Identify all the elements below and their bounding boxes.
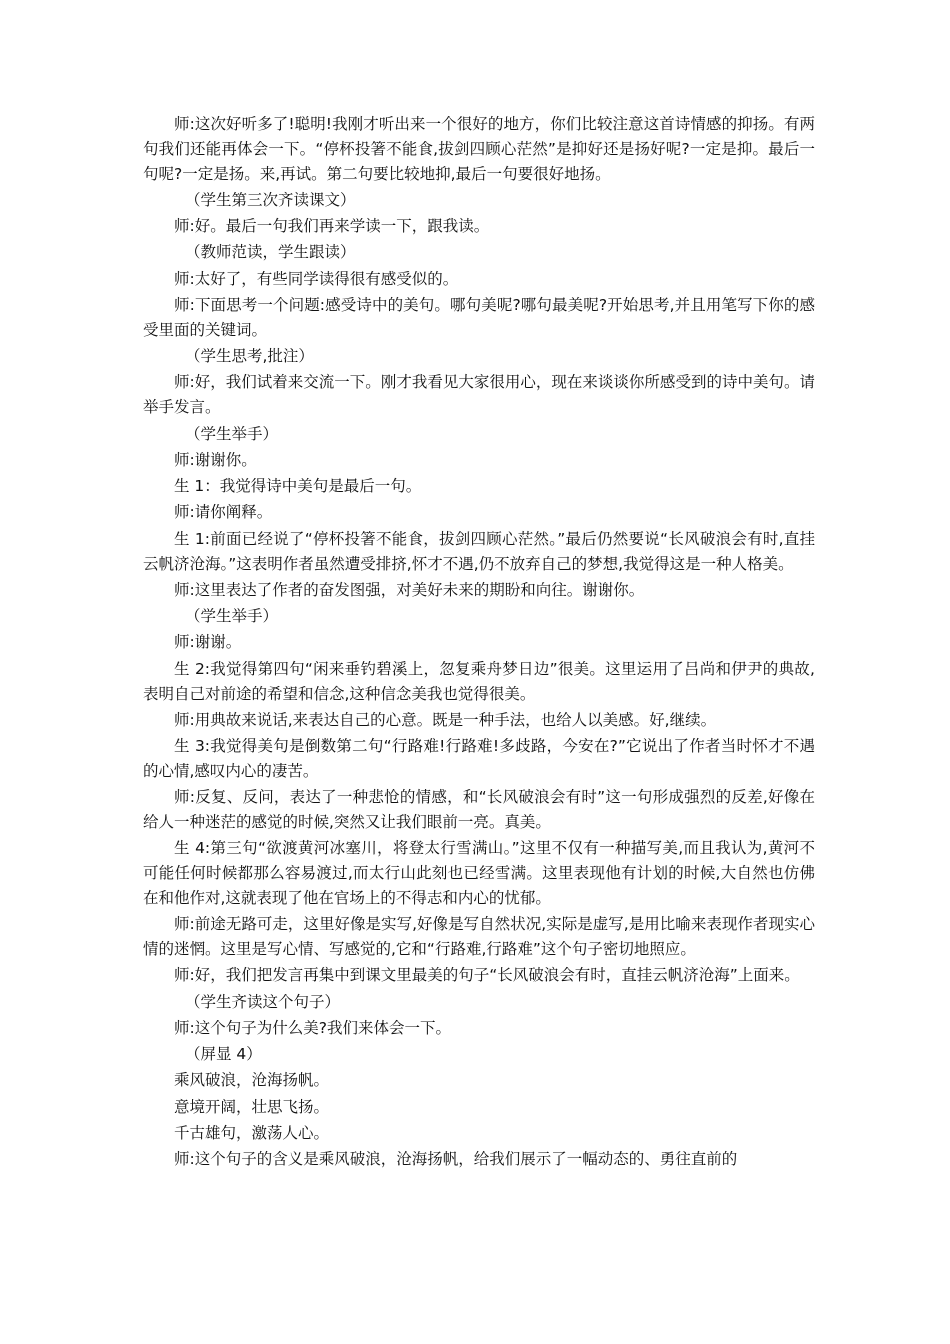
dialogue-paragraph: 师:好，我们试着来交流一下。刚才我看见大家很用心，现在来谈谈你所感受到的诗中美句。请举手发言。: [143, 373, 815, 417]
dialogue-paragraph: 师:好。最后一句我们再来学读一下，跟我读。: [174, 217, 490, 236]
stage-direction: （学生思考,批注）: [185, 347, 314, 366]
dialogue-paragraph: 意境开阔，壮思飞扬。: [174, 1097, 330, 1116]
stage-direction: （学生齐读这个句子）: [185, 992, 341, 1011]
document-body: [143, 112, 815, 1174]
dialogue-paragraph: 师:好，我们把发言再集中到课文里最美的句子“长风破浪会有时，直挂云帆济沧海”上面来。: [174, 966, 800, 985]
dialogue-paragraph: 师:这次好听多了!聪明!我刚才听出来一个很好的地方，你们比较注意这首诗情感的抑扬。有两句我们还能再体会一下。“停杯投箸不能食,拔剑四顾心茫然”是抑好还是扬好呢?一定是抑。最后一句呢?一定是扬。来,再试。第二句要比较地抑,最后一句要很好地扬。: [143, 115, 815, 183]
dialogue-paragraph: 师:谢谢你。: [174, 450, 257, 469]
dialogue-paragraph: 师:太好了，有些同学读得很有感受似的。: [174, 269, 459, 288]
stage-direction: （屏显 4）: [185, 1045, 262, 1064]
dialogue-paragraph: 师:这里表达了作者的奋发图强，对美好未来的期盼和向往。谢谢你。: [174, 580, 645, 599]
dialogue-paragraph: 师:下面思考一个问题:感受诗中的美句。哪句美呢?哪句最美呢?开始思考,并且用笔写下你的感受里面的关键词。: [143, 296, 815, 339]
dialogue-paragraph: 生 3:我觉得美句是倒数第二句“行路难!行路难!多歧路，今安在?”它说出了作者当时怀才不遇的心情,感叹内心的凄苦。: [143, 737, 815, 780]
dialogue-paragraph: 千古雄句，激荡人心。: [174, 1124, 330, 1143]
dialogue-paragraph: 生 4:第三句“欲渡黄河冰塞川，将登太行雪满山。”这里不仅有一种描写美,而且我认为,黄河不可能任何时候都那么容易渡过,而太行山此刻也已经雪满。这里表现他有计划的时候,大自然也仿佛在和他作对,这就表现了他在官场上的不得志和内心的忧郁。: [143, 839, 815, 907]
dialogue-paragraph: 生 1:前面已经说了“停杯投箸不能食，拔剑四顾心茫然。”最后仍然要说“长风破浪会有时,直挂云帆济沧海。”这表明作者虽然遭受排挤,怀才不遇,仍不放弃自己的梦想,我觉得这是一种人格美。: [143, 529, 815, 573]
dialogue-paragraph: 师:用典故来说话,来表达自己的心意。既是一种手法，也给人以美感。好,继续。: [174, 710, 717, 729]
dialogue-paragraph: 师:前途无路可走，这里好像是实写,好像是写自然状况,实际是虚写,是用比喻来表现作者现实心情的迷惘。这里是写心情、写感觉的,它和“行路难,行路难”这个句子密切地照应。: [143, 915, 815, 958]
dialogue-paragraph: 师:这个句子的含义是乘风破浪，沧海扬帆，给我们展示了一幅动态的、勇往直前的: [174, 1150, 738, 1169]
stage-direction: （学生举手）: [185, 607, 279, 626]
dialogue-paragraph: 师:请你阐释。: [174, 503, 273, 522]
dialogue-paragraph: 生 2:我觉得第四句“闲来垂钓碧溪上，忽复乘舟梦日边”很美。这里运用了吕尚和伊尹的典故,表明自己对前途的希望和信念,这种信念美我也觉得很美。: [143, 659, 815, 703]
dialogue-paragraph: 师:反复、反问，表达了一种悲怆的情感，和“长风破浪会有时”这一句形成强烈的反差,好像在给人一种迷茫的感觉的时候,突然又让我们眼前一亮。真美。: [143, 788, 815, 832]
stage-direction: （学生第三次齐读课文）: [185, 190, 356, 209]
dialogue-paragraph: 师:谢谢。: [174, 633, 242, 652]
dialogue-paragraph: 生 1：我觉得诗中美句是最后一句。: [174, 477, 422, 496]
stage-direction: （学生举手）: [185, 424, 279, 443]
dialogue-paragraph: 乘风破浪，沧海扬帆。: [174, 1071, 330, 1090]
dialogue-paragraph: 师:这个句子为什么美?我们来体会一下。: [174, 1018, 451, 1037]
stage-direction: （教师范读，学生跟读）: [185, 243, 356, 262]
